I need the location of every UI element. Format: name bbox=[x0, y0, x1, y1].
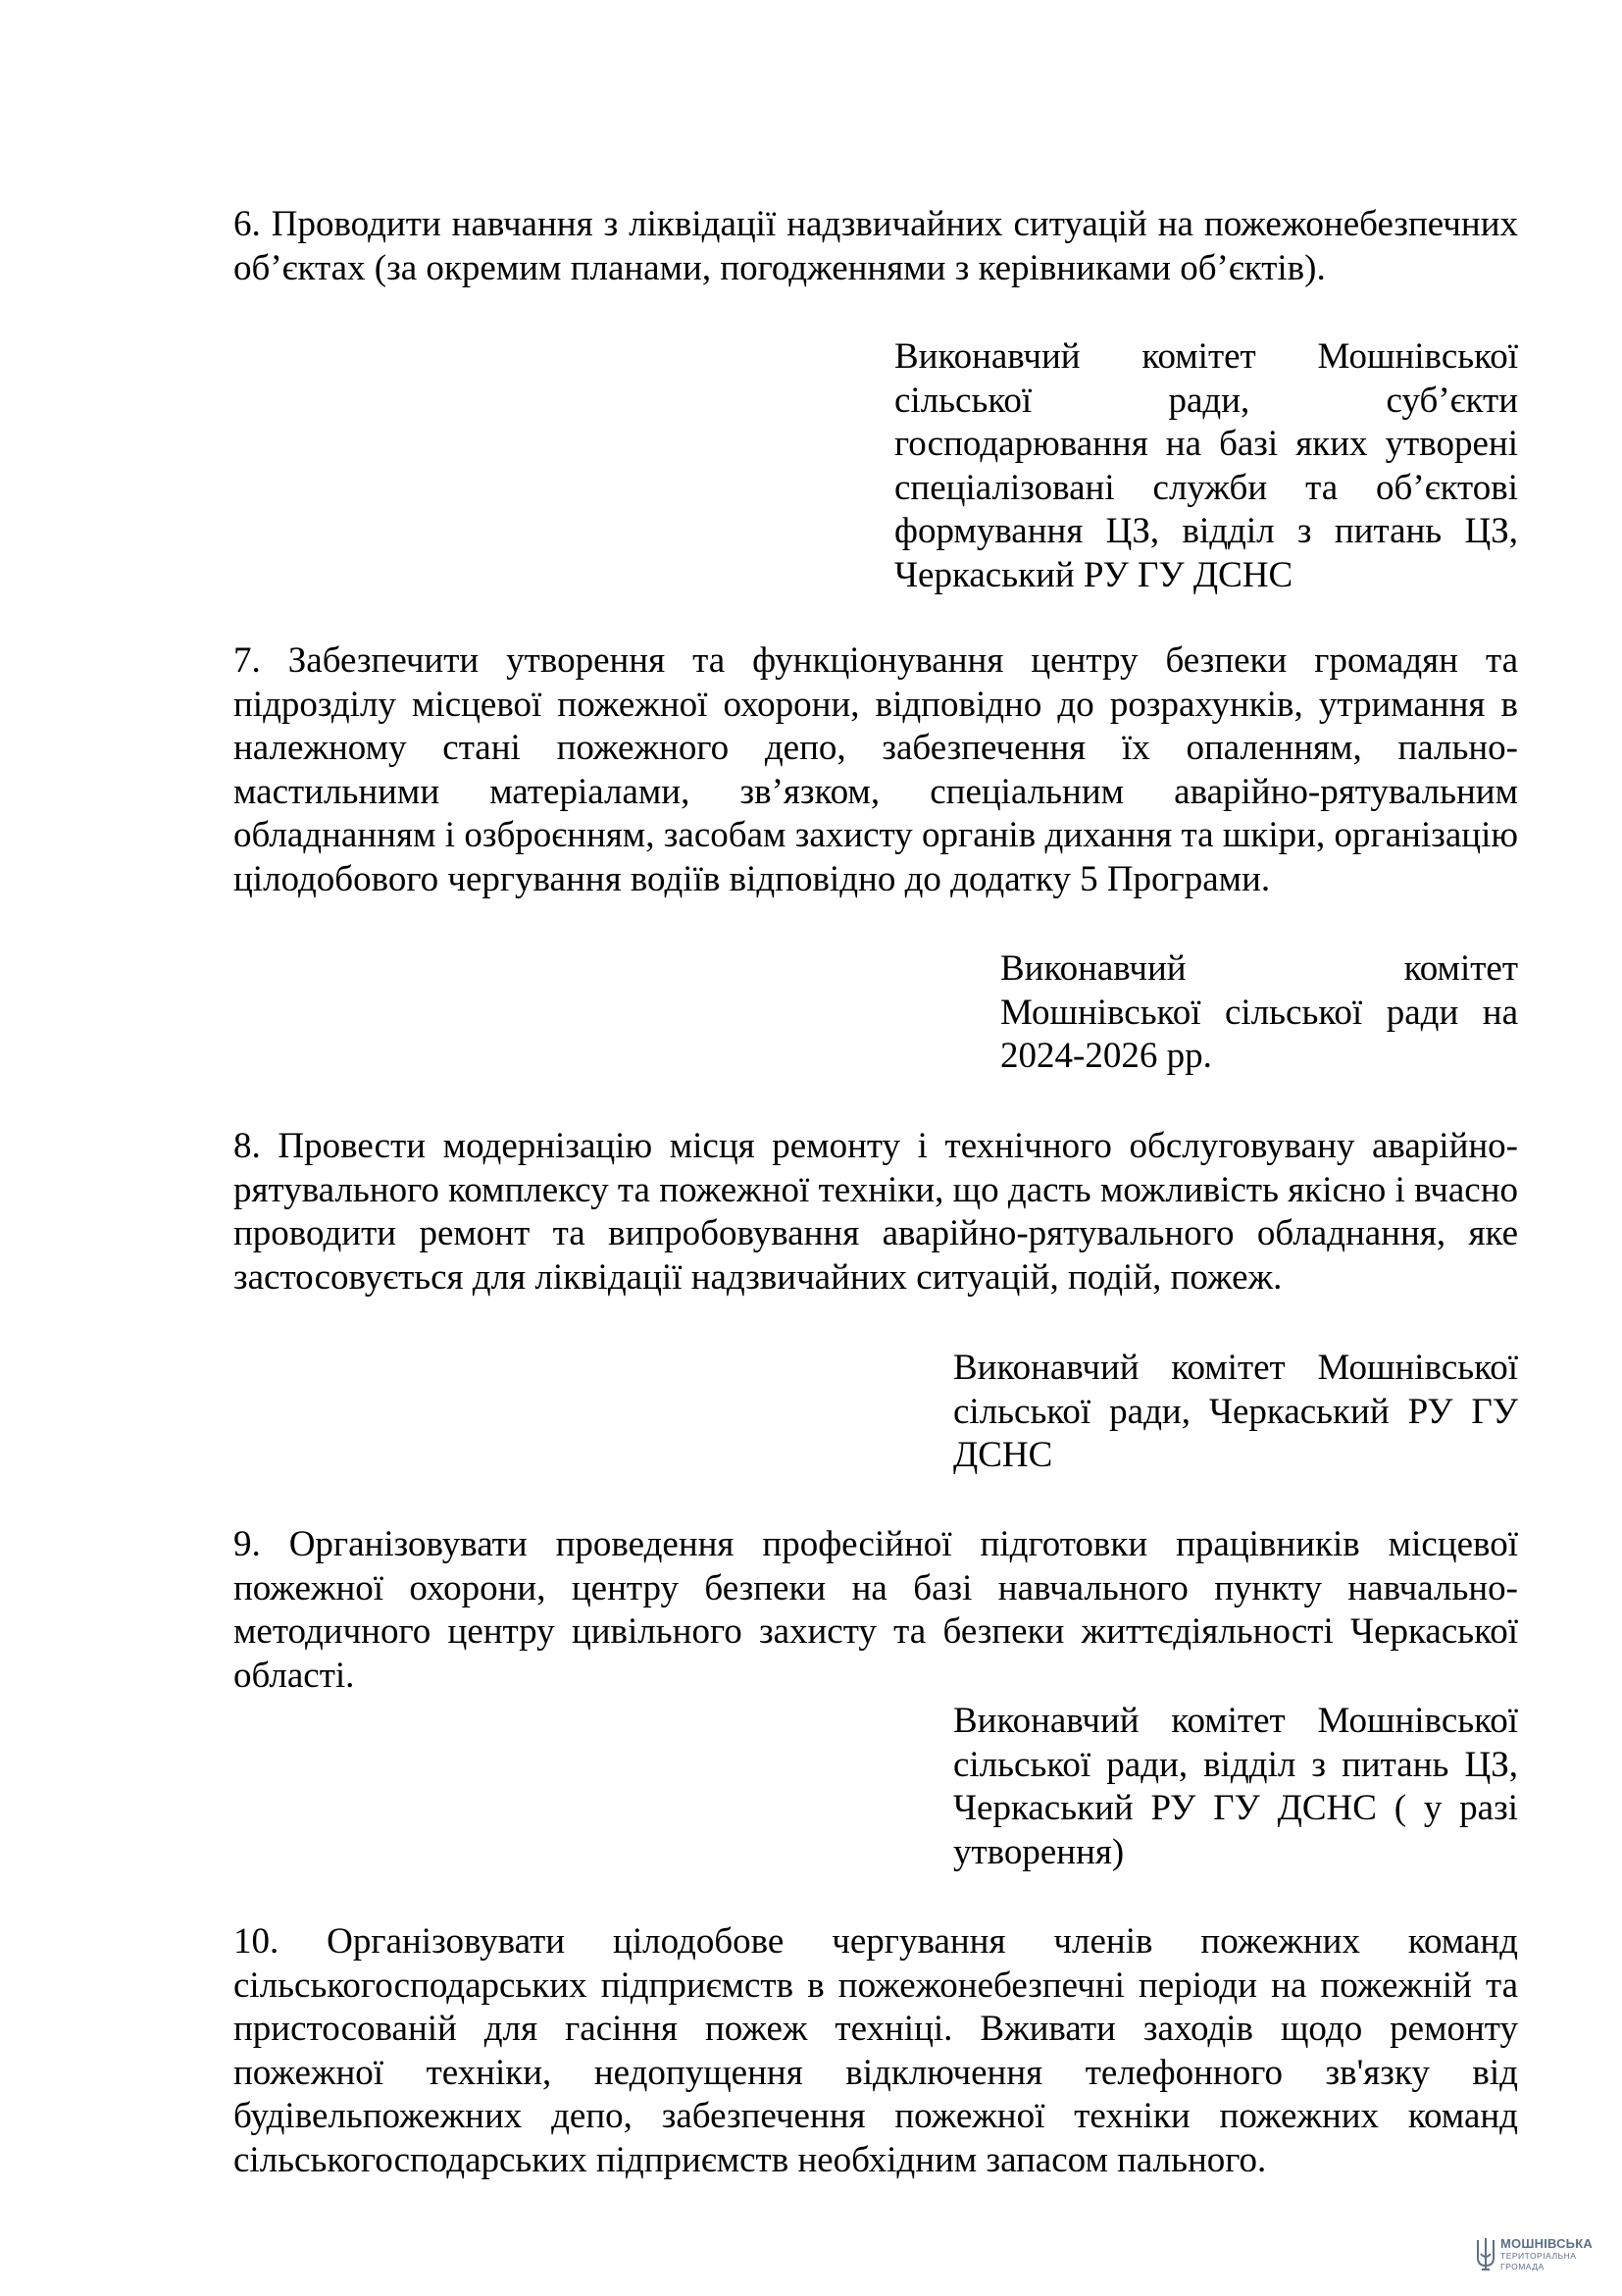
item-9-responsible: Виконавчий комітет Мошнівської сільської ради, відділ з питань ЦЗ, Черкаський РУ ГУ ДСНС ( у разі утворення) bbox=[953, 1701, 1518, 1872]
logo-subtitle-line1: ТЕРИТОРІАЛЬНА bbox=[1500, 2251, 1577, 2261]
item-6-responsible: Виконавчий комітет Мошнівської сільської ради, суб’єкти господарювання на базі яких утворені спеціалізовані служби та об’єктові формування ЦЗ, відділ з питань ЦЗ, Черкаський РУ ГУ ДСНС bbox=[894, 336, 1518, 595]
logo-title: МОШНІВСЬКА bbox=[1500, 2236, 1593, 2251]
logo-text bbox=[1500, 2237, 1593, 2270]
item-7-text: 7. Забезпечити утворення та функціонування центру безпеки громадян та підрозділу місцевої пожежної охорони, відповідно до розрахунків, утримання в належному стані пожежного депо, забезпечення їх опаленням, пально-мастильними матеріалами, зв’язком, спеціальним аварійно-рятувальним обладнанням і озброєнням, засобам захисту органів дихання та шкіри, організацію цілодобового чергування водіїв відповідно до додатку 5 Програми. bbox=[233, 640, 1518, 899]
item-9-text: 9. Організовувати проведення професійної підготовки працівників місцевої пожежної охорони, центру безпеки на базі навчального пункту навчально-методичного центру цивільного захисту та безпеки життєдіяльності Черкаської області. bbox=[233, 1524, 1518, 1696]
item-8-text: 8. Провести модернізацію місця ремонту і технічного обслуговувану аварійно- рятувального комплексу та пожежної техніки, що дасть можливість якісно і вчасно проводити ремонт та випробовування аварійно-рятувального обладнання, яке застосовується для ліквідації надзвичайних ситуацій, подій, пожеж. bbox=[233, 1126, 1518, 1298]
item-10-text: 10. Організовувати цілодобове чергування членів пожежних команд сільськогосподарських підприємств в пожежонебезпечні періоди на пожежній та пристосованій для гасіння пожеж техніці. Вживати заходів щодо ремонту пожежної техніки, недопущення відключення телефонного зв'язку від будівельпожежних депо, забезпечення пожежної техніки пожежних команд сільськогосподарських підприємств необхідним запасом пального. bbox=[233, 1921, 1518, 2180]
item-6-text: 6. Проводити навчання з ліквідації надзвичайних ситуацій на пожежонебезпечних об’єктах (за окремим планами, погодженнями з керівниками об’єктів). bbox=[233, 204, 1518, 288]
community-logo bbox=[1476, 2232, 1593, 2275]
item-7-responsible: Виконавчий комітет Мошнівської сільської ради на 2024-2026 рр. bbox=[1000, 948, 1518, 1076]
trident-icon bbox=[1476, 2236, 1495, 2271]
item-8-responsible: Виконавчий комітет Мошнівської сільської ради, Черкаський РУ ГУ ДСНС bbox=[953, 1348, 1518, 1475]
logo-subtitle-line2: ГРОМАДА bbox=[1500, 2261, 1545, 2271]
